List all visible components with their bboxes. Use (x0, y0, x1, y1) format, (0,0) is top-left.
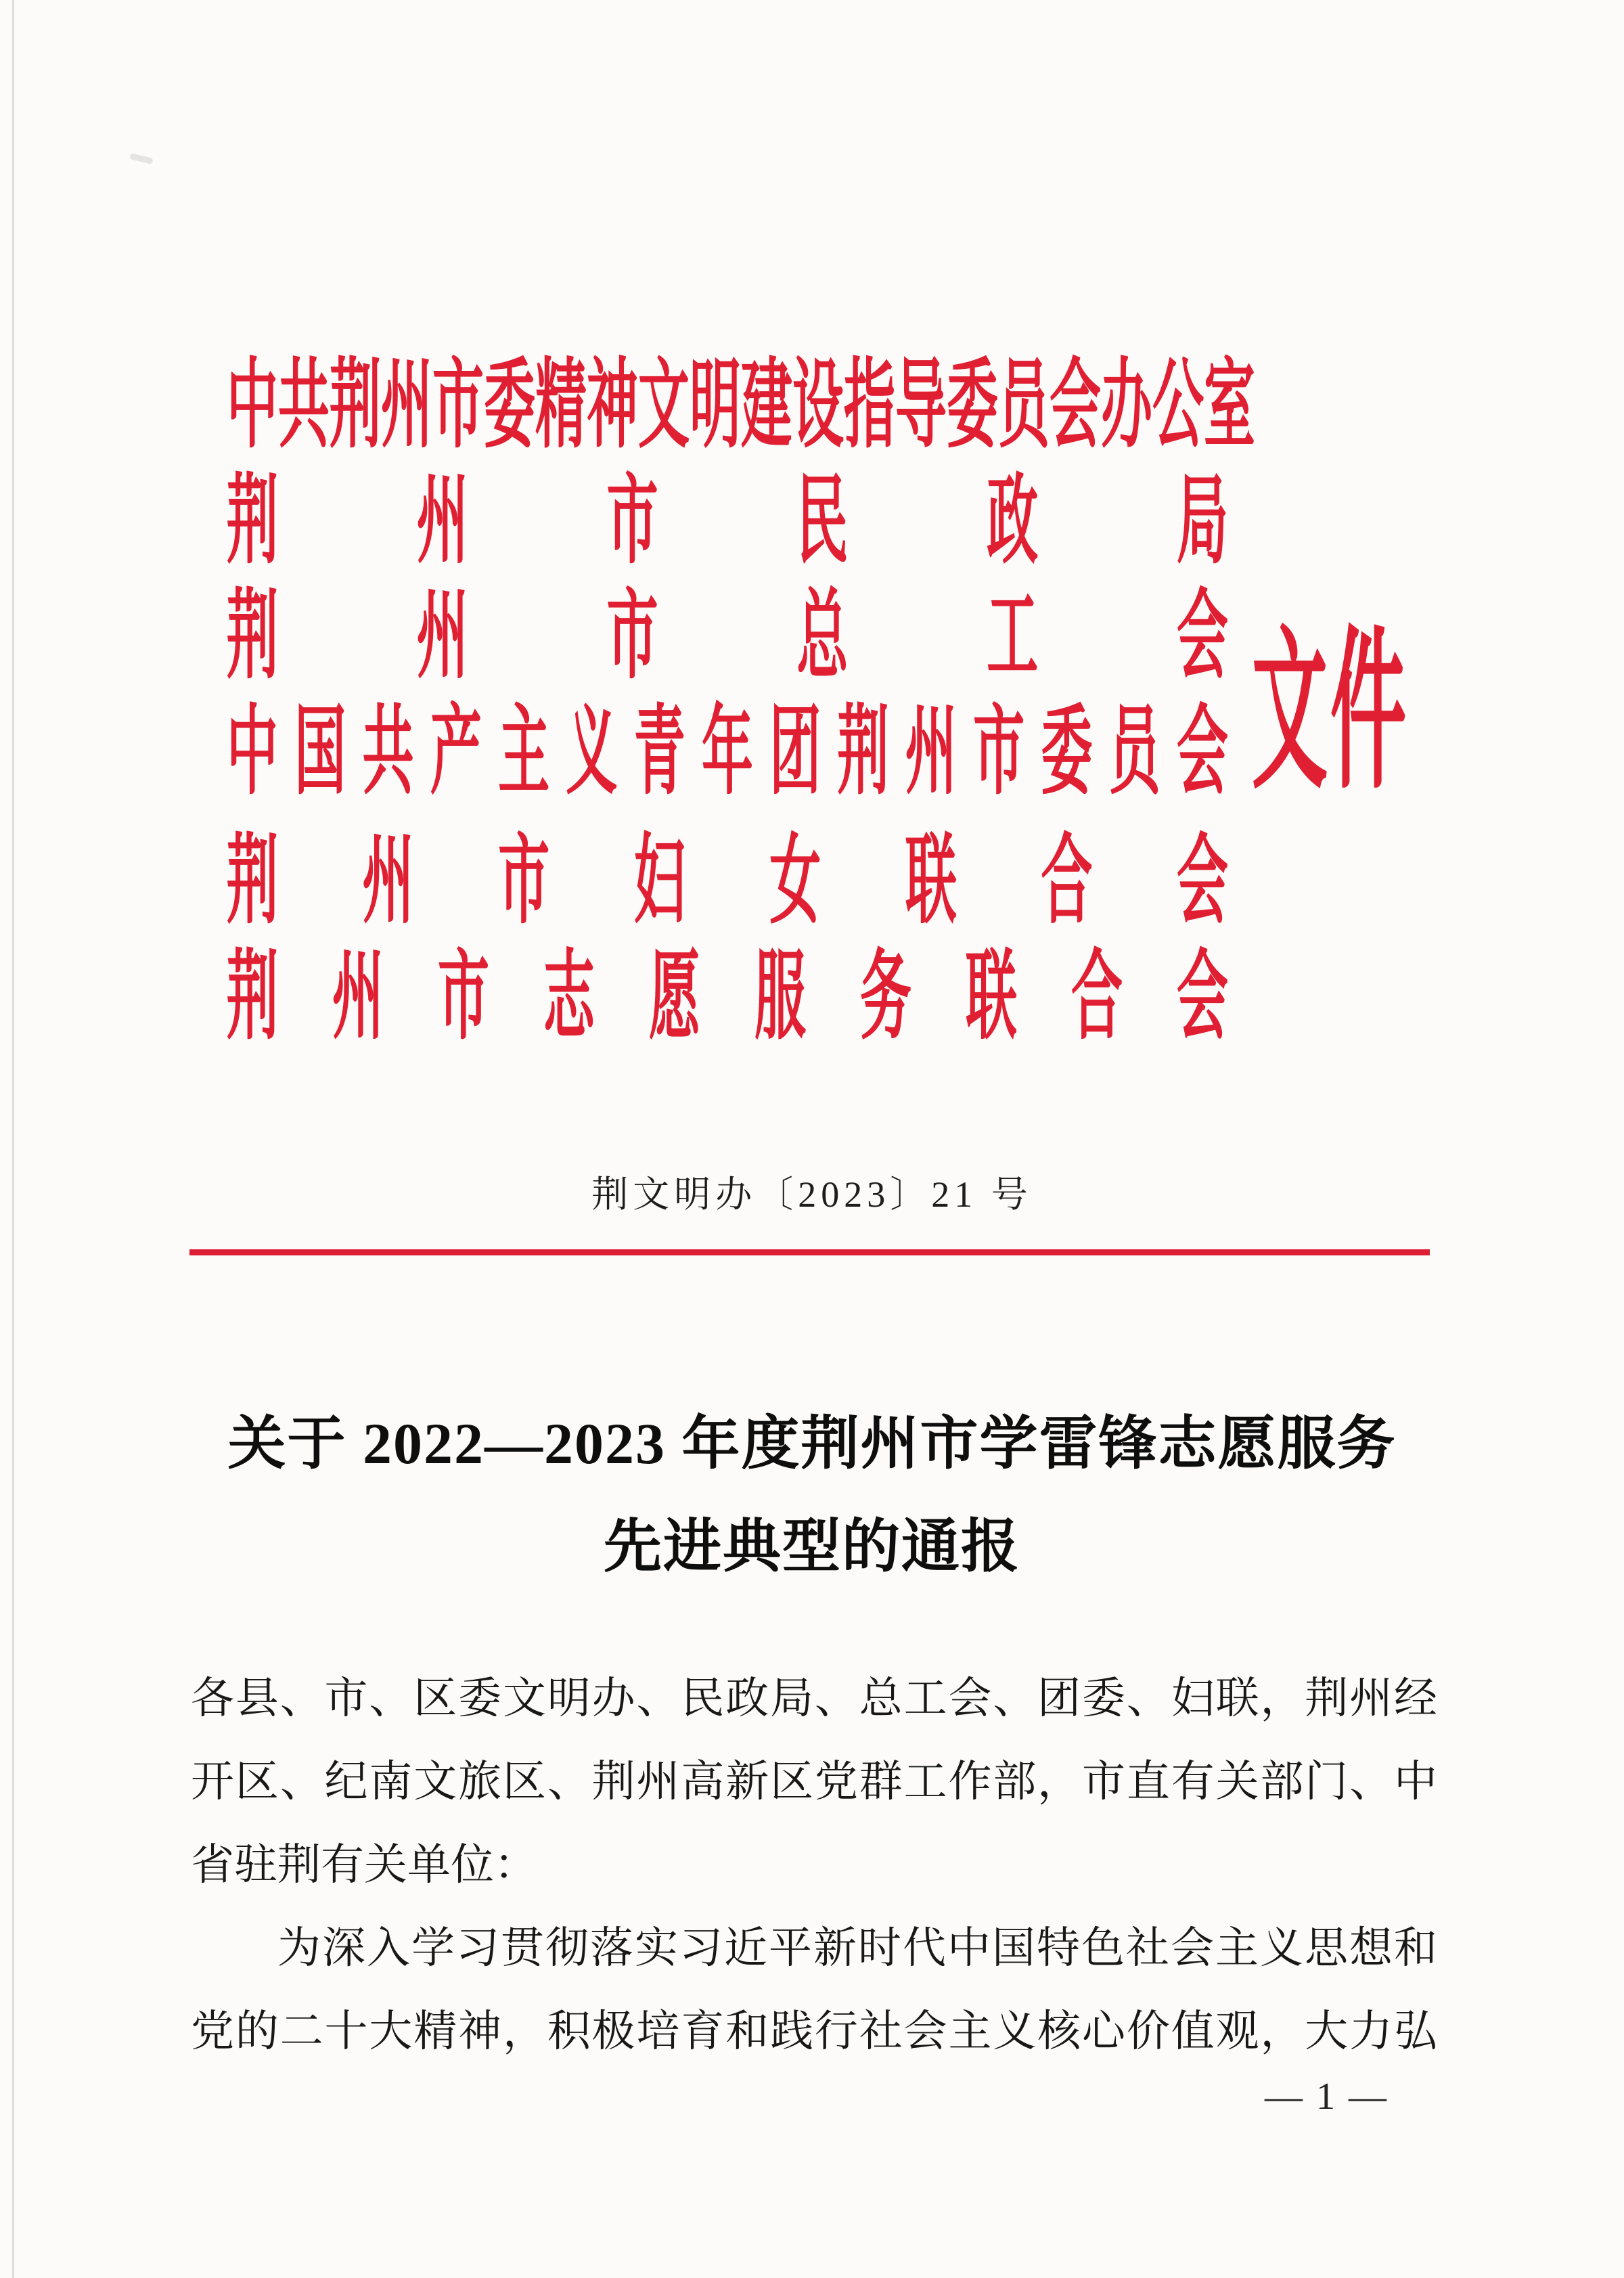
letterhead-org-line-1: 中共荆州市委精神文明建设指导委员会办公室 (227, 352, 1255, 460)
letterhead-org-line-6: 荆州市志愿服务联合会 (227, 943, 1228, 1052)
document-title-line-1: 关于 2022—2023 年度荆州市学雷锋志愿服务 (227, 1411, 1397, 1476)
scan-edge-artifact (12, 0, 14, 2278)
doc-number: 荆文明办〔2023〕21 号 (591, 1174, 1033, 1215)
letterhead-org-line-2: 荆州市民政局 (227, 468, 1228, 576)
body-line-5: 党的二十大精神，积极培育和践行社会主义核心价值观，大力弘 (191, 2007, 1437, 2055)
page-number: — 1 — (1265, 2076, 1389, 2118)
body-line-3: 省驻荆有关单位： (191, 1841, 537, 1889)
letterhead-org-line-3: 荆州市总工会 (227, 583, 1228, 691)
red-divider-line (189, 1249, 1430, 1255)
body-line-1: 各县、市、区委文明办、民政局、总工会、团委、妇联，荆州经 (191, 1674, 1437, 1722)
letterhead-org-line-5: 荆州市妇女联合会 (227, 828, 1228, 936)
document-body (191, 1663, 1437, 2080)
document-title-line-2: 先进典型的通报 (604, 1514, 1020, 1579)
body-line-4: 为深入学习贯彻落实习近平新时代中国特色社会主义思想和 (277, 1924, 1437, 1972)
body-line-2: 开区、纪南文旅区、荆州高新区党群工作部，市直有关部门、中 (191, 1758, 1437, 1806)
scan-smudge (129, 153, 153, 164)
doc-type-label: 文件 (1252, 617, 1409, 811)
letterhead-org-line-4: 中国共产主义青年团荆州市委员会 (227, 698, 1228, 807)
